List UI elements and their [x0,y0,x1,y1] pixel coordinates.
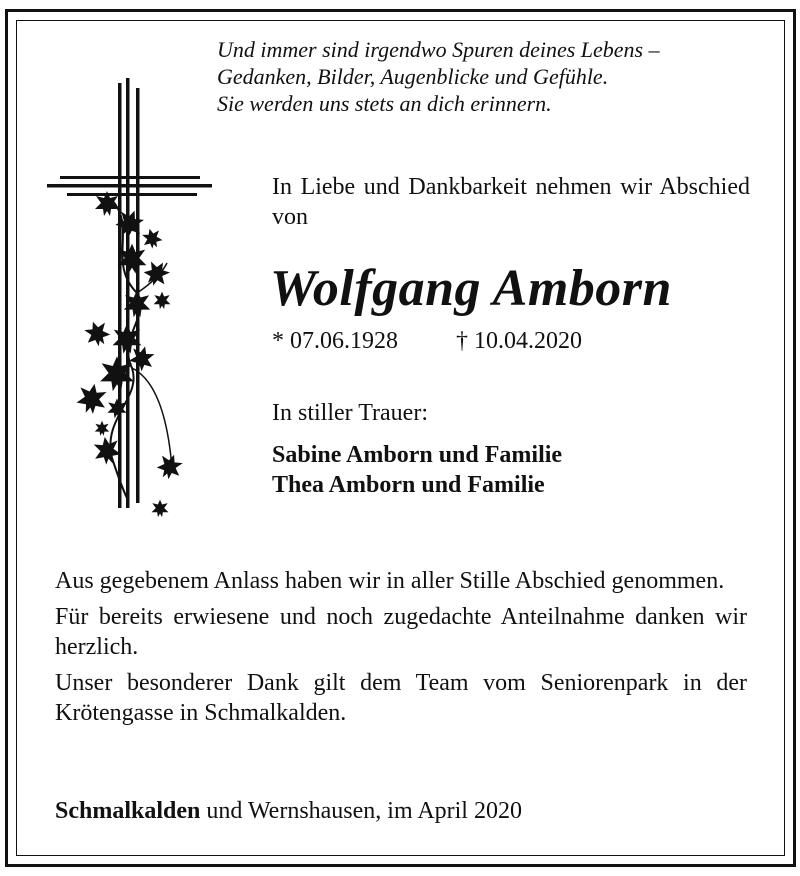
cross-with-ivy-icon [42,78,222,518]
death-date: † 10.04.2020 [456,328,582,354]
closing-line [55,796,522,826]
body-paragraph: Unser besonderer Dank gilt dem Team vom Seniorenpark in der Krötengasse in Schmalkalden. [55,670,747,726]
life-dates [272,326,582,356]
body-paragraph: Für bereits erwiesene und noch zugedachte Anteilnahme danken wir herzlich. [55,604,747,660]
intro-text: In Liebe und Dankbarkeit nehmen wir Abschied von [272,174,750,230]
poem-line: Gedanken, Bilder, Augenblicke und Gefühle. [217,64,609,89]
closing-rest: und Wernshausen, im April 2020 [200,798,522,824]
birth-date: * 07.06.1928 [272,328,398,354]
poem-line: Sie werden uns stets an dich erinnern. [217,91,552,116]
notice-body [55,566,747,734]
closing-place: Schmalkalden [55,798,201,824]
memorial-poem [217,36,777,117]
body-paragraph: Aus gegebenem Anlass haben wir in aller Stille Abschied genommen. [55,568,725,594]
mourning-label: In stiller Trauer: [272,400,428,426]
mourner-name: Sabine Amborn und Familie [272,442,563,468]
mourner-name: Thea Amborn und Familie [272,472,545,498]
poem-line: Und immer sind irgendwo Spuren deines Lebens – [217,37,660,62]
deceased-name: Wolfgang Amborn [270,260,672,317]
mourners-list [272,440,562,500]
